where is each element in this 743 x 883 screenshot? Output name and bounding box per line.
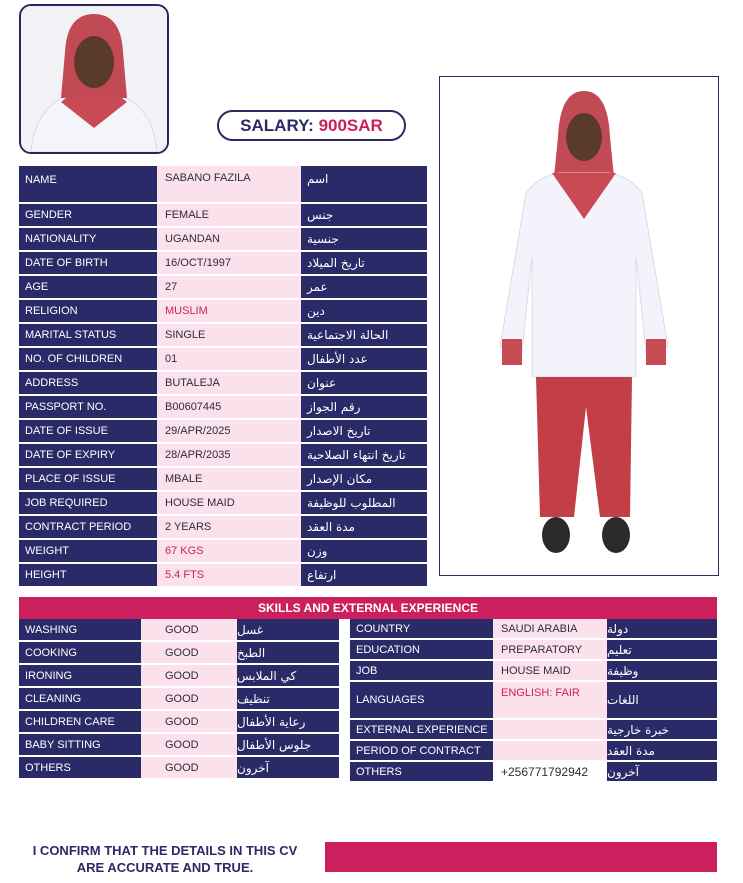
table-row — [19, 204, 427, 228]
skill-label: WASHING — [19, 619, 141, 640]
table-row — [350, 762, 717, 783]
row-value: B00607445 — [157, 396, 301, 418]
row-value: 01 — [157, 348, 301, 370]
experience-label: EXTERNAL EXPERIENCE — [350, 720, 493, 739]
row-value: 27 — [157, 276, 301, 298]
table-row — [350, 640, 717, 661]
row-value: 5.4 FTS — [157, 564, 301, 586]
table-row — [19, 540, 427, 564]
skill-level: GOOD — [141, 665, 237, 686]
table-row — [19, 396, 427, 420]
row-label: JOB REQUIRED — [19, 492, 157, 514]
skills-table — [19, 619, 339, 780]
row-arabic-label: مكان الإصدار — [301, 468, 427, 490]
row-arabic-label: تاريخ الاصدار — [301, 420, 427, 442]
table-row — [19, 228, 427, 252]
experience-value — [493, 720, 607, 739]
table-row — [350, 682, 717, 720]
salary-badge — [217, 110, 406, 141]
skill-label: CLEANING — [19, 688, 141, 709]
row-label: MARITAL STATUS — [19, 324, 157, 346]
row-value: MBALE — [157, 468, 301, 490]
experience-arabic-label: مدة العقد — [607, 741, 717, 760]
skill-label: CHILDREN CARE — [19, 711, 141, 732]
skill-level: GOOD — [141, 642, 237, 663]
skill-arabic-label: جلوس الأطفال — [237, 734, 339, 755]
row-label: GENDER — [19, 204, 157, 226]
table-row — [19, 348, 427, 372]
row-arabic-label: دين — [301, 300, 427, 322]
skill-arabic-label: تنظيف — [237, 688, 339, 709]
row-label: ADDRESS — [19, 372, 157, 394]
skill-arabic-label: غسل — [237, 619, 339, 640]
table-row — [19, 665, 339, 688]
table-row — [19, 420, 427, 444]
row-value: 16/OCT/1997 — [157, 252, 301, 274]
table-row — [19, 468, 427, 492]
row-arabic-label: وزن — [301, 540, 427, 562]
experience-value: +256771792942 — [493, 762, 607, 781]
row-value: BUTALEJA — [157, 372, 301, 394]
skill-level: GOOD — [141, 711, 237, 732]
row-arabic-label: المطلوب للوظيفة — [301, 492, 427, 514]
experience-arabic-label: وظيفة — [607, 661, 717, 680]
row-label: PASSPORT NO. — [19, 396, 157, 418]
table-row — [19, 372, 427, 396]
skill-arabic-label: الطبخ — [237, 642, 339, 663]
table-row — [350, 720, 717, 741]
row-value: 67 KGS — [157, 540, 301, 562]
skill-level: GOOD — [141, 734, 237, 755]
row-label: DATE OF EXPIRY — [19, 444, 157, 466]
experience-arabic-label: آخرون — [607, 762, 717, 781]
headshot-photo — [19, 4, 169, 154]
experience-value: ENGLISH: FAIR — [493, 682, 607, 718]
row-arabic-label: جنسية — [301, 228, 427, 250]
table-row — [19, 564, 427, 588]
experience-arabic-label: دولة — [607, 619, 717, 638]
experience-value: SAUDI ARABIA — [493, 619, 607, 638]
table-row — [19, 711, 339, 734]
signature-bar — [325, 842, 717, 872]
row-arabic-label: اسم — [301, 166, 427, 202]
row-arabic-label: تاريخ انتهاء الصلاحية — [301, 444, 427, 466]
row-arabic-label: الحالة الاجتماعية — [301, 324, 427, 346]
skill-label: COOKING — [19, 642, 141, 663]
experience-label: OTHERS — [350, 762, 493, 781]
experience-label: JOB — [350, 661, 493, 680]
row-arabic-label: رقم الجواز — [301, 396, 427, 418]
row-value: 28/APR/2035 — [157, 444, 301, 466]
row-value: 29/APR/2025 — [157, 420, 301, 442]
row-label: AGE — [19, 276, 157, 298]
row-value: 2 YEARS — [157, 516, 301, 538]
table-row — [19, 166, 427, 204]
row-label: NO. OF CHILDREN — [19, 348, 157, 370]
experience-arabic-label: تعليم — [607, 640, 717, 659]
personal-info-table — [19, 166, 427, 588]
confirmation-text: I CONFIRM THAT THE DETAILS IN THIS CV ARE ACCURATE AND TRUE. — [32, 843, 298, 875]
table-row — [19, 444, 427, 468]
salary-label: SALARY: — [240, 116, 319, 135]
table-row — [19, 516, 427, 540]
table-row — [350, 619, 717, 640]
skill-arabic-label: كي الملابس — [237, 665, 339, 686]
row-label: PLACE OF ISSUE — [19, 468, 157, 490]
row-label: NAME — [19, 166, 157, 202]
skills-section-header: SKILLS AND EXTERNAL EXPERIENCE — [19, 597, 717, 619]
table-row — [19, 276, 427, 300]
row-value: SABANO FAZILA — [157, 166, 301, 202]
row-value: SINGLE — [157, 324, 301, 346]
row-value: FEMALE — [157, 204, 301, 226]
salary-value: 900SAR — [318, 116, 383, 135]
skill-label: OTHERS — [19, 757, 141, 778]
experience-arabic-label: اللغات — [607, 682, 717, 718]
skill-label: BABY SITTING — [19, 734, 141, 755]
row-arabic-label: عمر — [301, 276, 427, 298]
experience-value: PREPARATORY — [493, 640, 607, 659]
row-label: RELIGION — [19, 300, 157, 322]
table-row — [19, 252, 427, 276]
table-row — [19, 492, 427, 516]
table-row — [19, 734, 339, 757]
experience-label: PERIOD OF CONTRACT — [350, 741, 493, 760]
row-arabic-label: عنوان — [301, 372, 427, 394]
table-row — [19, 642, 339, 665]
skill-level: GOOD — [141, 688, 237, 709]
full-body-photo — [439, 76, 719, 576]
table-row — [19, 619, 339, 642]
row-value: HOUSE MAID — [157, 492, 301, 514]
row-label: CONTRACT PERIOD — [19, 516, 157, 538]
row-arabic-label: عدد الأطفال — [301, 348, 427, 370]
row-label: DATE OF BIRTH — [19, 252, 157, 274]
skill-arabic-label: آخرون — [237, 757, 339, 778]
row-label: HEIGHT — [19, 564, 157, 586]
skill-level: GOOD — [141, 619, 237, 640]
experience-value — [493, 741, 607, 760]
row-arabic-label: ارتفاع — [301, 564, 427, 586]
row-value: UGANDAN — [157, 228, 301, 250]
experience-label: EDUCATION — [350, 640, 493, 659]
table-row — [19, 688, 339, 711]
experience-label: COUNTRY — [350, 619, 493, 638]
experience-label: LANGUAGES — [350, 682, 493, 718]
row-arabic-label: تاريخ الميلاد — [301, 252, 427, 274]
row-value: MUSLIM — [157, 300, 301, 322]
skill-arabic-label: رعاية الأطفال — [237, 711, 339, 732]
row-label: DATE OF ISSUE — [19, 420, 157, 442]
row-label: NATIONALITY — [19, 228, 157, 250]
skill-level: GOOD — [141, 757, 237, 778]
table-row — [19, 757, 339, 780]
table-row — [19, 300, 427, 324]
experience-arabic-label: خبرة خارجية — [607, 720, 717, 739]
table-row — [350, 741, 717, 762]
row-label: WEIGHT — [19, 540, 157, 562]
skill-label: IRONING — [19, 665, 141, 686]
experience-value: HOUSE MAID — [493, 661, 607, 680]
experience-table — [350, 619, 717, 783]
table-row — [350, 661, 717, 682]
table-row — [19, 324, 427, 348]
row-arabic-label: مدة العقد — [301, 516, 427, 538]
row-arabic-label: جنس — [301, 204, 427, 226]
